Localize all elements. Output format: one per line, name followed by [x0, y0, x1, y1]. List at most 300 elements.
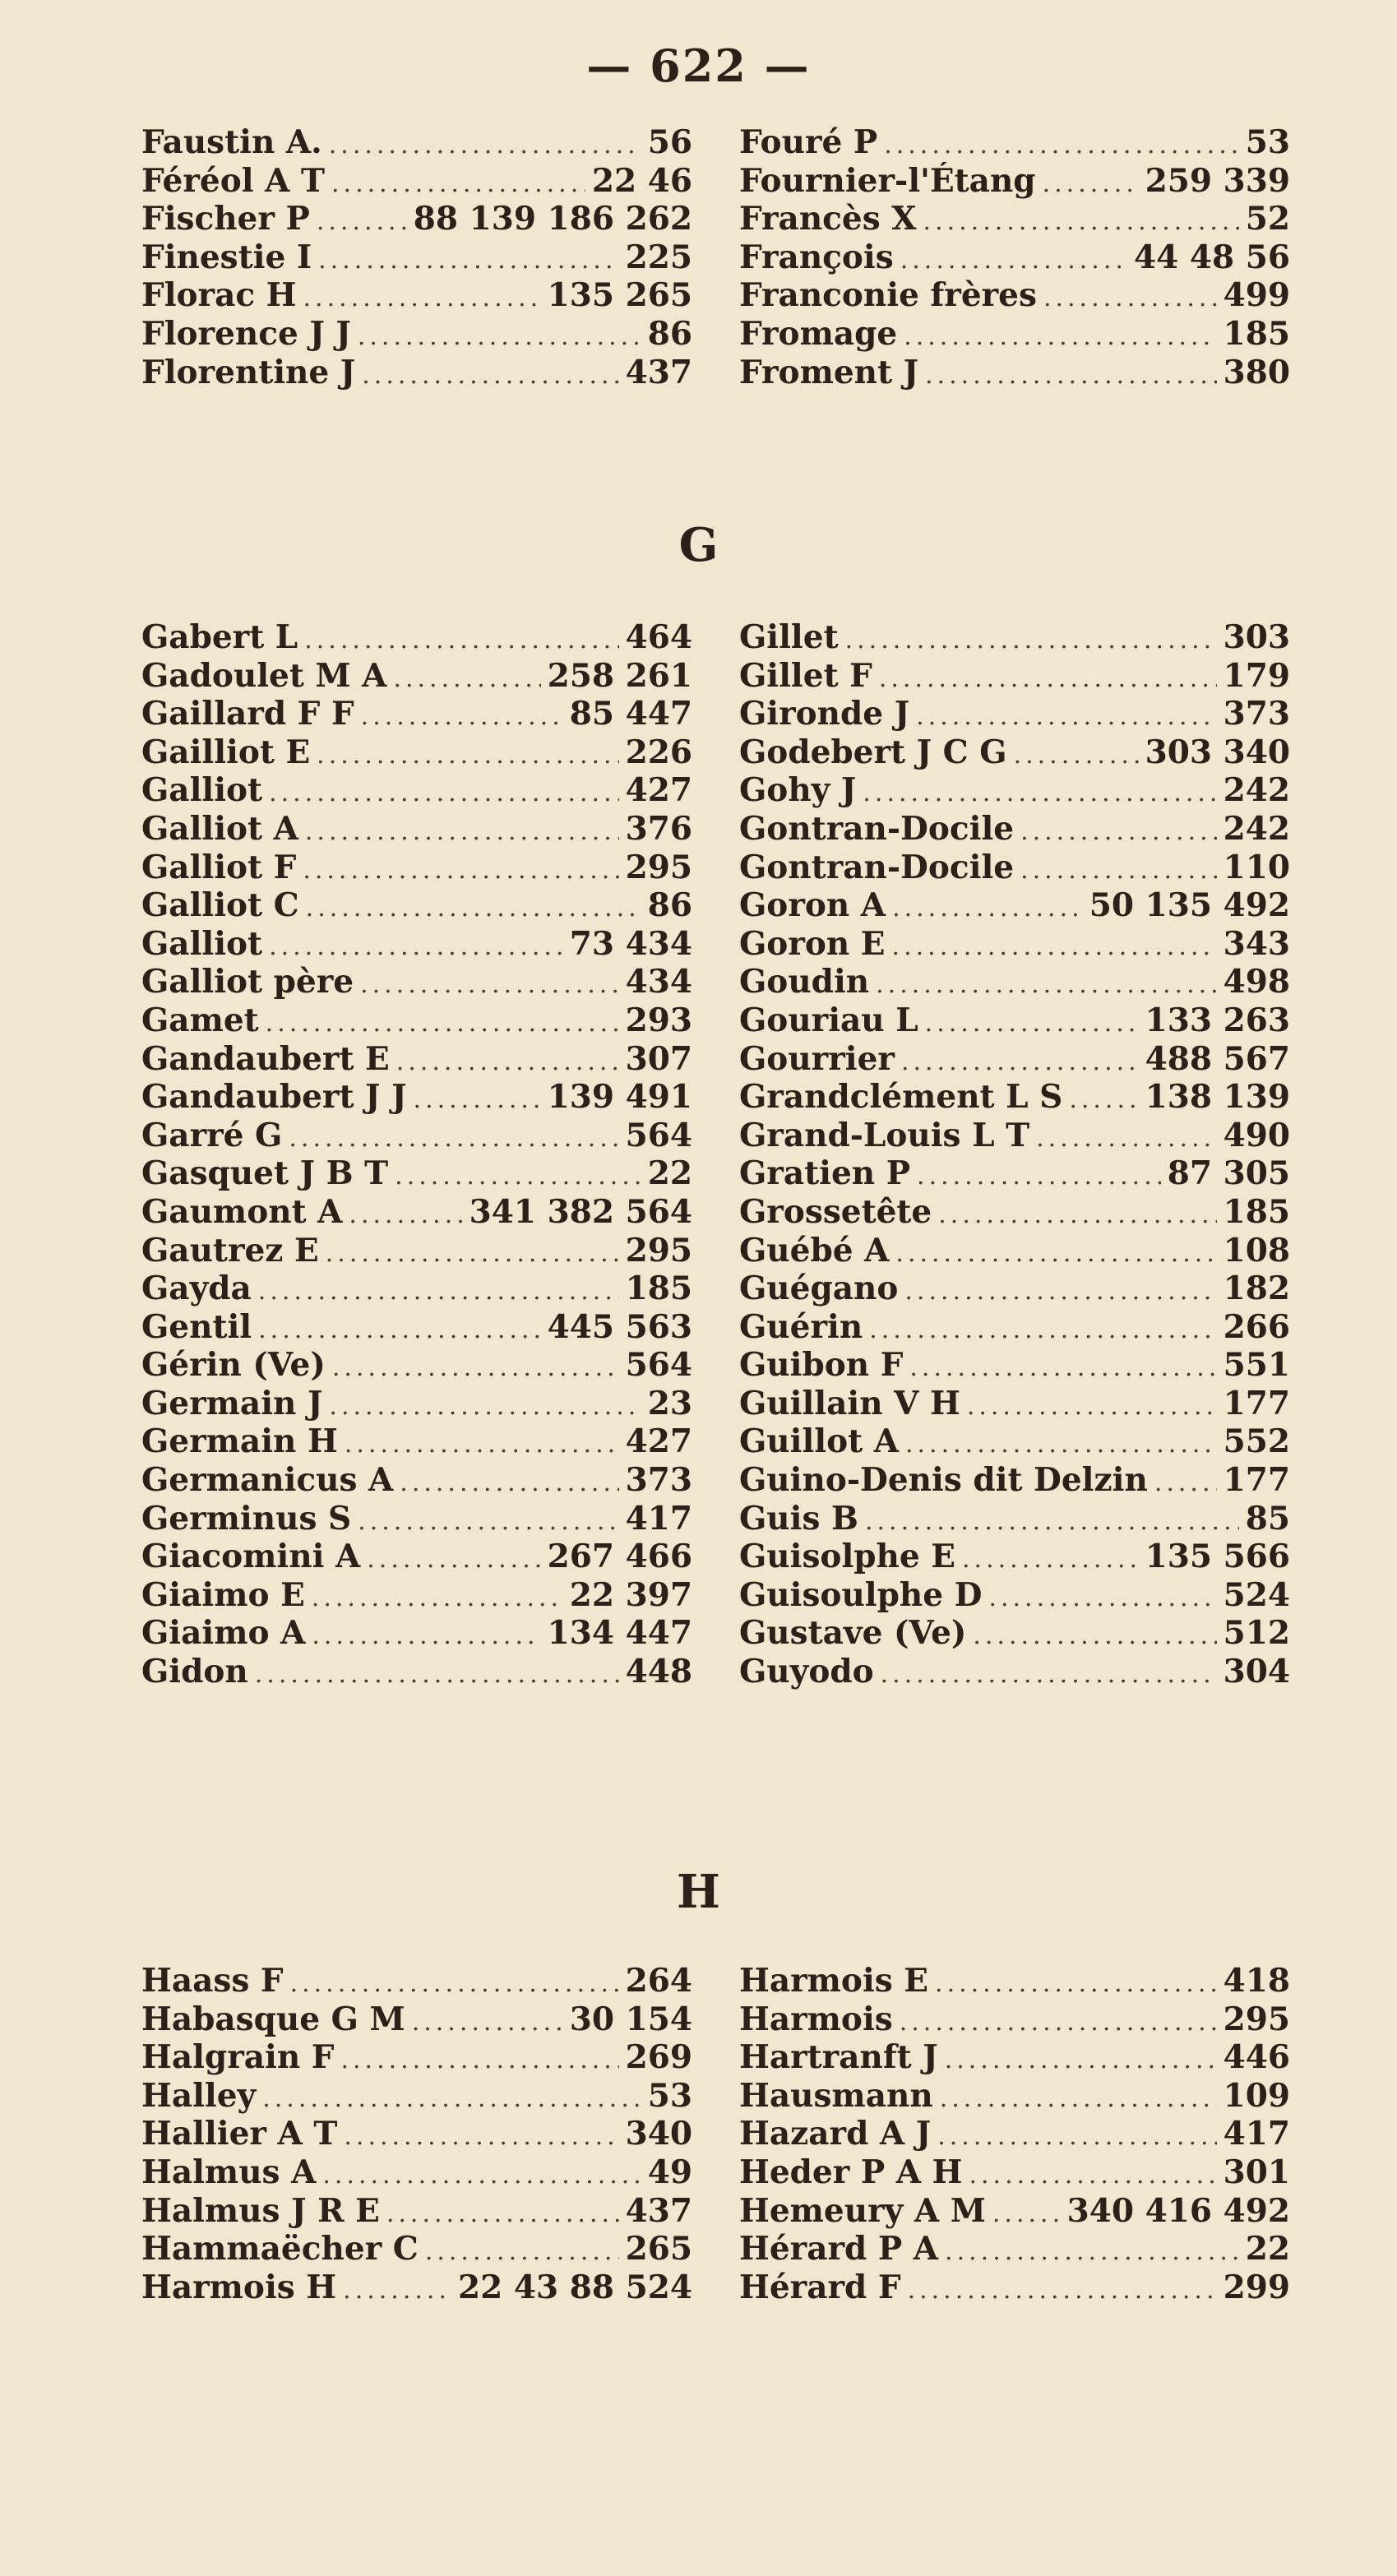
entry-pages: 50 135 492	[1089, 886, 1290, 925]
dot-leader	[329, 1392, 641, 1421]
index-entry	[141, 1385, 692, 1423]
index-entry	[739, 1078, 1290, 1117]
entry-pages: 303 340	[1145, 733, 1290, 771]
index-entry	[739, 733, 1290, 772]
entry-pages: 551	[1223, 1346, 1290, 1385]
entry-name: Germinus S	[141, 1499, 352, 1538]
dot-leader	[969, 2161, 1216, 2190]
entry-pages: 464	[625, 618, 692, 656]
index-entry	[141, 771, 692, 810]
entry-pages: 53	[647, 2076, 692, 2115]
entry-pages: 269	[625, 2038, 692, 2077]
index-entry	[141, 1270, 692, 1308]
entry-name: Hérard P A	[739, 2230, 939, 2268]
dot-leader	[290, 1969, 619, 1998]
entry-name: Fromage	[739, 314, 898, 353]
dot-leader	[1043, 169, 1139, 198]
entry-pages: 293	[625, 1001, 692, 1039]
index-entry	[739, 2077, 1290, 2116]
entry-name: Halmus A	[141, 2153, 317, 2191]
entry-name: Giaimo E	[141, 1575, 305, 1614]
entry-name: Goudin	[739, 963, 870, 1001]
dot-leader	[400, 1468, 618, 1497]
index-entry	[739, 810, 1290, 849]
entry-name: Gaumont A	[141, 1192, 343, 1231]
entry-name: Harmois E	[739, 1962, 929, 2000]
entry-pages: 138 139	[1145, 1078, 1290, 1117]
dot-leader	[332, 1353, 619, 1382]
entry-name: Garré G	[141, 1116, 283, 1154]
entry-name: Gamet	[141, 1001, 259, 1039]
entry-pages: 185	[1223, 1192, 1290, 1231]
entry-name: Gontran-Docile	[739, 848, 1015, 886]
entry-name: Guis B	[739, 1499, 858, 1538]
index-entry	[739, 162, 1290, 201]
entry-name: Goron A	[739, 886, 886, 925]
entry-pages: 307	[625, 1039, 692, 1078]
index-entry	[739, 2000, 1290, 2039]
entry-pages: 295	[625, 848, 692, 886]
entry-name: Harmois	[739, 2000, 893, 2038]
entry-name: Germain J	[141, 1384, 323, 1422]
entry-pages: 427	[625, 1422, 692, 1461]
entry-pages: 182	[1223, 1270, 1290, 1308]
entry-name: Germain H	[141, 1422, 338, 1461]
dot-leader	[331, 169, 585, 198]
index-entry	[141, 2192, 692, 2231]
entry-name: Habasque G M	[141, 2000, 405, 2038]
index-entry	[739, 276, 1290, 315]
entry-name: Guérin	[739, 1307, 863, 1346]
dot-leader	[925, 361, 1217, 390]
index-entry	[141, 2038, 692, 2077]
index-entry	[141, 925, 692, 964]
dot-leader	[317, 207, 407, 236]
index-entry	[141, 1500, 692, 1538]
entry-name: Galliot	[141, 771, 263, 810]
dot-leader	[881, 1660, 1217, 1689]
entry-name: Germanicus A	[141, 1461, 394, 1500]
index-entry	[141, 1962, 692, 2000]
dot-leader	[917, 1162, 1161, 1191]
entry-name: Hausmann	[739, 2076, 933, 2115]
index-entry	[141, 1576, 692, 1615]
index-entry	[141, 849, 692, 887]
entry-pages: 86	[647, 886, 692, 925]
dot-leader	[303, 856, 618, 885]
dot-leader	[318, 246, 618, 275]
right-column	[739, 618, 1290, 1691]
index-entry	[739, 849, 1290, 887]
dot-leader	[362, 361, 618, 390]
entry-pages: 341 382 564	[469, 1192, 692, 1231]
dot-leader	[255, 1660, 619, 1689]
entry-name: Halgrain F	[141, 2038, 335, 2077]
entry-pages: 88 139 186 262	[413, 200, 692, 238]
entry-name: Gillet	[739, 618, 839, 656]
entry-name: Hammaëcher C	[141, 2230, 419, 2268]
entry-name: Guibon F	[739, 1346, 904, 1385]
dot-leader	[945, 2237, 1239, 2266]
entry-name: Francès X	[739, 200, 917, 238]
index-entry	[739, 315, 1290, 354]
entry-pages: 85	[1245, 1499, 1290, 1538]
dot-leader	[865, 1507, 1239, 1536]
dot-leader	[1014, 741, 1139, 770]
dot-leader	[393, 664, 540, 693]
index-entry	[739, 2038, 1290, 2077]
entry-pages: 139 491	[547, 1078, 692, 1117]
entry-pages: 303	[1223, 618, 1290, 656]
entry-pages: 264	[625, 1962, 692, 2000]
entry-name: Gaillard F F	[141, 695, 354, 733]
index-entry	[141, 886, 692, 925]
dot-leader	[306, 894, 641, 923]
dot-leader	[1043, 284, 1217, 312]
entry-pages: 437	[625, 353, 692, 391]
entry-name: Grand-Louis L T	[739, 1116, 1030, 1154]
entry-name: Halmus J R E	[141, 2191, 380, 2230]
dot-leader	[322, 2161, 641, 2190]
entry-name: Hemeury A M	[739, 2191, 986, 2230]
entry-pages: 85 447	[569, 695, 692, 733]
entry-name: Gailliot E	[141, 733, 311, 771]
index-entry	[739, 1001, 1290, 1040]
index-entry	[141, 1078, 692, 1117]
index-entry	[141, 162, 692, 201]
entry-pages: 135 566	[1145, 1538, 1290, 1576]
index-entry	[141, 657, 692, 696]
index-entry	[141, 2000, 692, 2039]
entry-name: Galliot	[141, 924, 263, 963]
index-entry	[141, 354, 692, 392]
page-number: — 622 —	[586, 39, 811, 92]
index-entry	[141, 1308, 692, 1347]
index-entry	[141, 2153, 692, 2192]
dot-leader	[425, 2237, 619, 2266]
entry-pages: 373	[1223, 695, 1290, 733]
dot-leader	[967, 1392, 1217, 1421]
index-entry	[141, 1232, 692, 1270]
dot-leader	[962, 1545, 1139, 1574]
entry-pages: 499	[1223, 276, 1290, 315]
dot-leader	[340, 2046, 618, 2074]
right-column	[739, 1962, 1290, 2306]
index-entry	[141, 1001, 692, 1040]
dot-leader	[905, 1430, 1217, 1459]
entry-name: Faustin A.	[141, 123, 322, 161]
entry-name: François	[739, 238, 894, 276]
dot-leader	[908, 2276, 1217, 2305]
dot-leader	[345, 1430, 619, 1459]
dot-leader	[904, 322, 1216, 351]
entry-name: Guyodo	[739, 1653, 874, 1691]
dot-leader	[358, 322, 641, 351]
entry-name: Haass F	[141, 1962, 284, 2000]
dot-leader	[935, 1969, 1217, 1998]
index-entry	[739, 1538, 1290, 1576]
index-entry	[141, 618, 692, 657]
index-entry	[739, 2268, 1290, 2307]
entry-pages: 295	[625, 1231, 692, 1270]
entry-name: Galliot F	[141, 848, 297, 886]
index-entry	[141, 1117, 692, 1155]
entry-name: Grandclément L S	[739, 1078, 1063, 1117]
entry-name: Hazard A J	[739, 2115, 932, 2153]
entry-pages: 22	[647, 1154, 692, 1193]
index-entry	[141, 1154, 692, 1193]
entry-pages: 53	[1245, 123, 1290, 161]
entry-name: Fouré P	[739, 123, 878, 161]
entry-pages: 52	[1245, 200, 1290, 238]
index-entry	[739, 2230, 1290, 2268]
entry-pages: 304	[1223, 1653, 1290, 1691]
dot-leader	[1154, 1468, 1217, 1497]
entry-pages: 185	[1223, 314, 1290, 353]
dot-leader	[266, 1009, 619, 1038]
index-entry	[141, 2230, 692, 2268]
entry-pages: 417	[625, 1499, 692, 1538]
entry-pages: 22	[1245, 2230, 1290, 2268]
dot-leader	[863, 779, 1216, 807]
entry-pages: 343	[1223, 924, 1290, 963]
dot-leader	[845, 626, 1217, 654]
entry-name: Halley	[141, 2076, 257, 2115]
index-entry	[141, 1422, 692, 1461]
entry-pages: 427	[625, 771, 692, 810]
entry-name: Gentil	[141, 1307, 252, 1346]
entry-name: Gayda	[141, 1270, 252, 1308]
dot-leader	[312, 1584, 563, 1612]
dot-leader	[945, 2046, 1217, 2074]
entry-pages: 448	[625, 1653, 692, 1691]
dot-leader	[876, 970, 1216, 999]
dot-leader	[973, 1621, 1216, 1650]
entry-name: Harmois H	[141, 2268, 337, 2306]
entry-pages: 564	[625, 1346, 692, 1385]
entry-name: Guébé A	[739, 1231, 890, 1270]
dot-leader	[884, 131, 1239, 160]
entry-pages: 108	[1223, 1231, 1290, 1270]
entry-name: Goron E	[739, 924, 886, 963]
index-entry	[141, 200, 692, 238]
entry-pages: 490	[1223, 1116, 1290, 1154]
entry-name: Gironde J	[739, 695, 910, 733]
dot-leader	[869, 1316, 1216, 1344]
dot-leader	[367, 1545, 540, 1574]
entry-name: Gautrez E	[141, 1231, 319, 1270]
index-entry	[141, 238, 692, 277]
index-entry	[141, 123, 692, 162]
index-entry	[141, 315, 692, 354]
entry-pages: 564	[625, 1116, 692, 1154]
entry-pages: 446	[1223, 2038, 1290, 2077]
dot-leader	[892, 932, 1217, 961]
entry-pages: 266	[1223, 1307, 1290, 1346]
index-entry	[141, 1346, 692, 1385]
index-entry	[739, 1346, 1290, 1385]
dot-leader	[312, 1621, 540, 1650]
dot-leader	[916, 702, 1216, 731]
index-entry	[739, 1193, 1290, 1232]
entry-pages: 133 263	[1145, 1001, 1290, 1039]
index-entry	[141, 276, 692, 315]
index-entry	[739, 1270, 1290, 1308]
entry-name: Hartranft J	[739, 2038, 938, 2077]
index-entry	[141, 695, 692, 733]
entry-pages: 512	[1223, 1614, 1290, 1653]
index-entry	[739, 618, 1290, 657]
entry-name: Gourrier	[739, 1039, 895, 1078]
entry-pages: 380	[1223, 353, 1290, 391]
entry-pages: 56	[647, 123, 692, 161]
dot-leader	[289, 1124, 618, 1153]
entry-pages: 44 48 56	[1134, 238, 1290, 276]
index-entry	[141, 1461, 692, 1500]
entry-name: Guisolphe E	[739, 1538, 956, 1576]
dot-leader	[258, 1316, 540, 1344]
entry-name: Godebert J C G	[739, 733, 1007, 771]
entry-name: Gouriau L	[739, 1001, 918, 1039]
entry-pages: 267 466	[547, 1538, 692, 1576]
index-entry	[739, 771, 1290, 810]
dot-leader	[892, 894, 1083, 923]
entry-pages: 177	[1223, 1461, 1290, 1500]
entry-name: Guégano	[739, 1270, 899, 1308]
index-entry	[141, 1040, 692, 1079]
entry-name: Hérard F	[739, 2268, 901, 2306]
entry-pages: 86	[647, 314, 692, 353]
dot-leader	[412, 2008, 563, 2037]
section-letter-h: H	[677, 1865, 720, 1919]
index-entry	[739, 1422, 1290, 1461]
entry-pages: 340	[625, 2115, 692, 2153]
dot-leader	[879, 664, 1217, 693]
entry-pages: 22 46	[591, 161, 692, 200]
dot-leader	[344, 2122, 618, 2151]
entry-pages: 23	[647, 1384, 692, 1422]
index-entry	[739, 657, 1290, 696]
index-entry	[141, 2268, 692, 2307]
index-entry	[739, 695, 1290, 733]
entry-name: Florentine J	[141, 353, 356, 391]
entry-name: Guisoulphe D	[739, 1575, 983, 1614]
entry-pages: 110	[1223, 848, 1290, 886]
dot-leader	[305, 817, 619, 846]
entry-name: Gandaubert E	[141, 1039, 390, 1078]
right-column	[739, 123, 1290, 391]
dot-leader	[901, 1048, 1139, 1076]
index-entry	[739, 1653, 1290, 1691]
entry-pages: 87 305	[1167, 1154, 1290, 1193]
entry-pages: 134 447	[547, 1614, 692, 1653]
entry-pages: 179	[1223, 656, 1290, 695]
entry-pages: 417	[1223, 2115, 1290, 2153]
entry-name: Froment J	[739, 353, 919, 391]
entry-name: Gidon	[141, 1653, 248, 1691]
index-entry	[739, 1614, 1290, 1653]
entry-pages: 301	[1223, 2153, 1290, 2191]
entry-name: Galliot C	[141, 886, 299, 925]
index-entry	[739, 1308, 1290, 1347]
entry-name: Gérin (Ve)	[141, 1346, 326, 1385]
dot-leader	[414, 1085, 541, 1114]
index-entry	[141, 963, 692, 1001]
entry-name: Gontran-Docile	[739, 809, 1015, 848]
index-entry	[739, 238, 1290, 277]
entry-pages: 552	[1223, 1422, 1290, 1461]
entry-pages: 437	[625, 2191, 692, 2230]
entry-pages: 524	[1223, 1575, 1290, 1614]
index-entry	[739, 2115, 1290, 2153]
entry-name: Gratien P	[739, 1154, 911, 1193]
entry-pages: 498	[1223, 963, 1290, 1001]
entry-pages: 30 154	[569, 2000, 692, 2038]
dot-leader	[396, 1048, 619, 1076]
dot-leader	[361, 702, 563, 731]
entry-pages: 177	[1223, 1384, 1290, 1422]
entry-pages: 265	[625, 2230, 692, 2268]
entry-name: Gasquet J B T	[141, 1154, 389, 1193]
dot-leader	[895, 1239, 1216, 1268]
entry-name: Gabert L	[141, 618, 298, 656]
dot-leader	[1069, 1085, 1138, 1114]
entry-pages: 73 434	[569, 924, 692, 963]
entry-name: Finestie I	[141, 238, 312, 276]
index-entry	[739, 886, 1290, 925]
index-entry	[739, 1576, 1290, 1615]
section-letter-g: G	[678, 518, 719, 572]
entry-pages: 258 261	[547, 656, 692, 695]
index-section-h	[0, 1962, 1397, 2306]
index-entry	[739, 2153, 1290, 2192]
entry-name: Galliot père	[141, 963, 354, 1001]
entry-name: Hallier A T	[141, 2115, 338, 2153]
entry-name: Gustave (Ve)	[739, 1614, 967, 1653]
dot-leader	[992, 2199, 1061, 2228]
entry-pages: 299	[1223, 2268, 1290, 2306]
entry-pages: 488 567	[1145, 1039, 1290, 1078]
entry-name: Gadoulet M A	[141, 656, 387, 695]
index-entry	[739, 123, 1290, 162]
dot-leader	[900, 2008, 1217, 2037]
index-entry	[141, 733, 692, 772]
index-section-f	[0, 123, 1397, 391]
entry-name: Fournier-l'Étang	[739, 161, 1036, 200]
index-entry	[141, 1193, 692, 1232]
dot-leader	[904, 1277, 1216, 1306]
dot-leader	[304, 626, 618, 654]
entry-name: Guino-Denis dit Delzin	[739, 1461, 1148, 1500]
index-entry	[141, 2115, 692, 2153]
entry-pages: 185	[625, 1270, 692, 1308]
entry-name: Giaimo A	[141, 1614, 306, 1653]
entry-pages: 49	[647, 2153, 692, 2191]
dot-leader	[329, 131, 641, 160]
index-entry	[739, 354, 1290, 392]
index-entry	[739, 1385, 1290, 1423]
entry-pages: 295	[1223, 2000, 1290, 2038]
entry-pages: 340 416 492	[1066, 2191, 1290, 2230]
dot-leader	[360, 970, 619, 999]
dot-leader	[909, 1353, 1216, 1382]
entry-name: Florence J J	[141, 314, 351, 353]
dot-leader	[988, 1584, 1216, 1612]
dot-leader	[900, 246, 1127, 275]
left-column	[141, 618, 692, 1691]
dot-leader	[262, 2084, 641, 2113]
entry-pages: 225	[625, 238, 692, 276]
